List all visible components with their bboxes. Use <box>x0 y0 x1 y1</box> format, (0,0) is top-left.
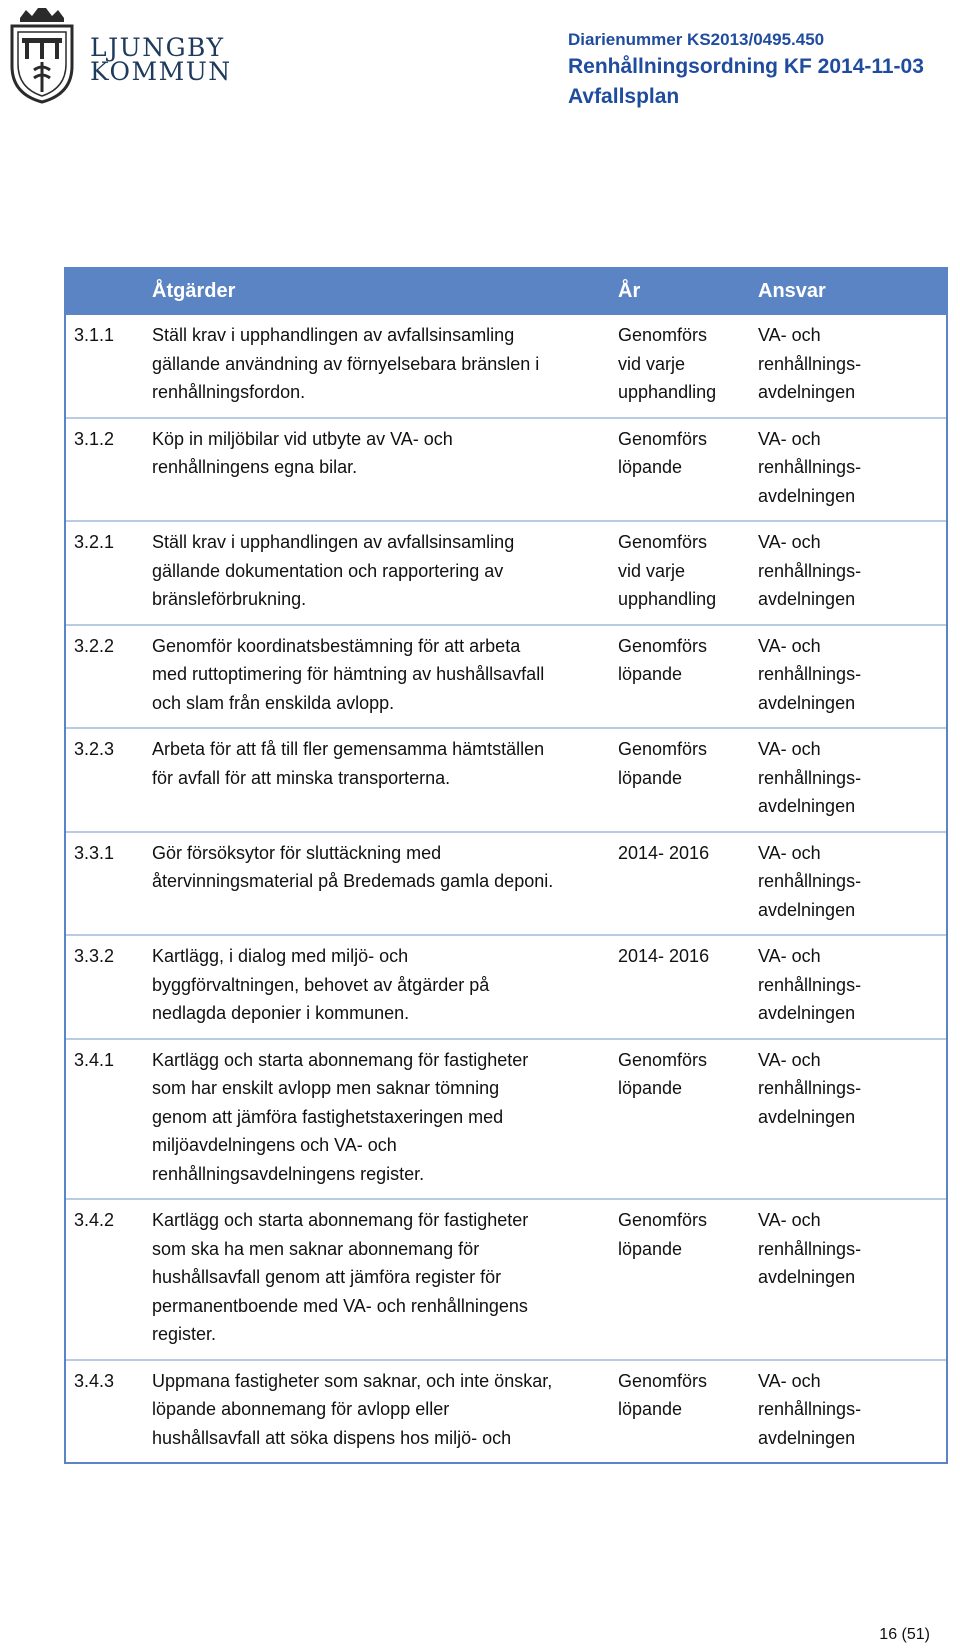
table-row <box>66 1040 946 1201</box>
table-row <box>66 626 946 730</box>
measure-year-line: Genomförs <box>618 1210 708 1230</box>
measure-year <box>610 425 750 511</box>
header-actions: Åtgärder <box>152 279 236 302</box>
measure-responsible-line: VA- och <box>758 532 821 552</box>
measure-description-line: permanentboende med VA- och renhållningens <box>152 1295 528 1316</box>
measure-description-line: renhållningsfordon. <box>152 382 306 402</box>
table-row <box>66 522 946 626</box>
measure-year-line: löpande <box>618 1399 683 1419</box>
measure-year-line: Genomförs <box>618 739 708 759</box>
measure-description-line: med ruttoptimering för hämtning av hushållsavfall <box>152 664 545 684</box>
measure-responsible <box>750 632 946 718</box>
measure-responsible-line: renhållnings- <box>758 974 862 995</box>
measure-description-line: Kartlägg, i dialog med miljö- och <box>152 946 409 966</box>
measures-table <box>64 267 948 1464</box>
header-year: År <box>618 279 641 302</box>
measure-description-line: genom att jämföra fastighetstaxeringen med <box>152 1106 504 1127</box>
measure-description-line: Genomför koordinatsbestämning för att arbeta <box>152 635 521 656</box>
measure-number: 3.3.1 <box>74 842 115 863</box>
measure-description-line: miljöavdelningens och VA- och <box>152 1135 397 1155</box>
measure-year <box>610 735 750 821</box>
measure-description-line: Kartlägg och starta abonnemang för fastigheter <box>152 1049 529 1070</box>
measure-number: 3.3.2 <box>74 946 115 966</box>
measure-description-line: Kartlägg och starta abonnemang för fastigheter <box>152 1210 529 1230</box>
measure-description-line: register. <box>152 1324 217 1344</box>
measure-year-line: löpande <box>618 457 683 477</box>
measure-responsible-line: VA- och <box>758 325 821 345</box>
measure-description-line: som har enskilt avlopp men saknar tömning <box>152 1078 500 1098</box>
measure-responsible-line: VA- och <box>758 842 821 863</box>
measure-description-line: som ska ha men saknar abonnemang för <box>152 1238 480 1259</box>
measure-responsible-line: avdelningen <box>758 796 856 816</box>
measure-responsible-line: VA- och <box>758 739 821 759</box>
measure-description <box>144 1046 610 1189</box>
measure-year <box>610 839 750 925</box>
measure-year <box>610 942 750 1028</box>
measure-description-line: bränsleförbrukning. <box>152 589 307 609</box>
measure-responsible-line: avdelningen <box>758 485 856 506</box>
header-responsible: Ansvar <box>758 279 826 302</box>
measure-description-line: gällande dokumentation och rapportering av <box>152 560 504 581</box>
measure-description-line: Köp in miljöbilar vid utbyte av VA- och <box>152 428 453 449</box>
measure-number: 3.4.2 <box>74 1210 115 1230</box>
measure-description <box>144 321 610 407</box>
measure-responsible-line: VA- och <box>758 1370 821 1391</box>
measure-description-line: byggförvaltningen, behovet av åtgärder på <box>152 974 490 995</box>
page-number: 16 (51) <box>879 1626 930 1643</box>
measure-description-line: renhållningens egna bilar. <box>152 457 358 477</box>
measure-number: 3.4.3 <box>74 1370 115 1391</box>
measure-responsible-line: VA- och <box>758 946 821 966</box>
measure-responsible-line: renhållnings- <box>758 457 862 477</box>
document-header <box>568 28 948 112</box>
document-subtitle: Avfallsplan <box>568 85 680 108</box>
measure-description-line: renhållningsavdelningens register. <box>152 1163 425 1184</box>
measure-year <box>610 1046 750 1189</box>
measure-description-line: Ställ krav i upphandlingen av avfallsinsamling <box>152 532 515 552</box>
measure-responsible-line: renhållnings- <box>758 664 862 684</box>
measure-description <box>144 528 610 614</box>
table-row <box>66 419 946 523</box>
measure-number: 3.4.1 <box>74 1049 115 1070</box>
measure-description-line: gällande användning av förnyelsebara bränslen i <box>152 353 540 374</box>
measure-year-line: 2014- 2016 <box>618 842 710 863</box>
measure-number: 3.1.2 <box>74 428 115 449</box>
measure-year-line: löpande <box>618 1078 683 1098</box>
measure-number: 3.2.2 <box>74 635 115 656</box>
measure-responsible <box>750 528 946 614</box>
measure-description <box>144 632 610 718</box>
measure-responsible-line: renhållnings- <box>758 871 862 891</box>
logo-line-2: KOMMUN <box>90 57 232 86</box>
measure-year-line: vid varje <box>618 560 686 581</box>
measure-description-line: för avfall för att minska transporterna. <box>152 767 451 788</box>
measure-year-line: löpande <box>618 767 683 788</box>
measure-year-line: Genomförs <box>618 428 708 449</box>
diarienummer: Diarienummer KS2013/0495.450 <box>568 30 825 49</box>
measure-responsible-line: avdelningen <box>758 1267 856 1287</box>
measure-description <box>144 425 610 511</box>
measure-year-line: löpande <box>618 664 683 684</box>
measure-responsible-line: avdelningen <box>758 899 856 920</box>
measure-responsible-line: avdelningen <box>758 382 856 402</box>
measure-description-line: hushållsavfall genom att jämföra register för <box>152 1267 502 1287</box>
measure-responsible-line: avdelningen <box>758 1003 856 1023</box>
measure-year <box>610 321 750 407</box>
measure-description-line: återvinningsmaterial på Bredemads gamla deponi. <box>152 871 554 891</box>
measure-responsible-line: VA- och <box>758 1049 821 1070</box>
measure-number: 3.2.1 <box>74 532 115 552</box>
measure-year <box>610 632 750 718</box>
measure-description <box>144 839 610 925</box>
measure-year-line: Genomförs <box>618 532 708 552</box>
measure-responsible-line: VA- och <box>758 635 821 656</box>
measure-responsible-line: avdelningen <box>758 692 856 713</box>
measure-number: 3.1.1 <box>74 325 115 345</box>
measure-responsible-line: renhållnings- <box>758 353 862 374</box>
table-row <box>66 1361 946 1463</box>
measure-responsible <box>750 1206 946 1349</box>
measure-year-line: Genomförs <box>618 1370 708 1391</box>
measure-description <box>144 1367 610 1453</box>
measure-responsible <box>750 321 946 407</box>
logo-line-1: LJUNGBY <box>90 33 225 62</box>
measure-description-line: Arbeta för att få till fler gemensamma hämtställen <box>152 739 545 759</box>
table-row <box>66 729 946 833</box>
measure-responsible-line: renhållnings- <box>758 560 862 581</box>
measure-year <box>610 1367 750 1453</box>
measure-responsible <box>750 425 946 511</box>
measure-responsible-line: renhållnings- <box>758 1238 862 1259</box>
measure-responsible <box>750 735 946 821</box>
measure-description-line: och slam från enskilda avlopp. <box>152 692 395 713</box>
measure-responsible-line: avdelningen <box>758 1427 856 1448</box>
measure-responsible <box>750 839 946 925</box>
measure-year-line: upphandling <box>618 382 717 402</box>
measure-description <box>144 735 610 821</box>
measure-description <box>144 1206 610 1349</box>
table-row <box>66 833 946 937</box>
table-header-row <box>66 267 946 315</box>
measure-description <box>144 942 610 1028</box>
measure-description-line: löpande abonnemang för avlopp eller <box>152 1399 450 1419</box>
measure-responsible <box>750 942 946 1028</box>
measure-responsible-line: renhållnings- <box>758 767 862 788</box>
measure-description-line: Gör försöksytor för sluttäckning med <box>152 842 442 863</box>
measure-responsible <box>750 1046 946 1189</box>
measure-responsible-line: VA- och <box>758 428 821 449</box>
table-row <box>66 1200 946 1361</box>
coat-of-arms-icon <box>8 4 76 104</box>
measure-responsible-line: renhållnings- <box>758 1078 862 1098</box>
measure-year-line: 2014- 2016 <box>618 946 710 966</box>
document-title: Renhållningsordning KF 2014-11-03 <box>568 55 924 78</box>
measure-description-line: Uppmana fastigheter som saknar, och inte önskar, <box>152 1370 553 1391</box>
measure-year-line: upphandling <box>618 589 717 609</box>
measure-responsible-line: VA- och <box>758 1210 821 1230</box>
measure-responsible-line: avdelningen <box>758 589 856 609</box>
measure-description-line: Ställ krav i upphandlingen av avfallsinsamling <box>152 325 515 345</box>
measure-year <box>610 528 750 614</box>
measure-year-line: Genomförs <box>618 1049 708 1070</box>
measure-responsible <box>750 1367 946 1453</box>
measure-year-line: Genomförs <box>618 635 708 656</box>
measure-year-line: Genomförs <box>618 325 708 345</box>
measure-year-line: löpande <box>618 1238 683 1259</box>
table-row <box>66 936 946 1040</box>
logo-text <box>90 33 232 86</box>
table-row <box>66 315 946 419</box>
measure-description-line: hushållsavfall att söka dispens hos miljö- och <box>152 1427 512 1448</box>
measure-year <box>610 1206 750 1349</box>
measure-description-line: nedlagda deponier i kommunen. <box>152 1003 410 1023</box>
measure-responsible-line: avdelningen <box>758 1106 856 1127</box>
measure-responsible-line: renhållnings- <box>758 1399 862 1419</box>
municipality-logo <box>8 4 232 104</box>
measure-number: 3.2.3 <box>74 739 115 759</box>
measure-year-line: vid varje <box>618 353 686 374</box>
